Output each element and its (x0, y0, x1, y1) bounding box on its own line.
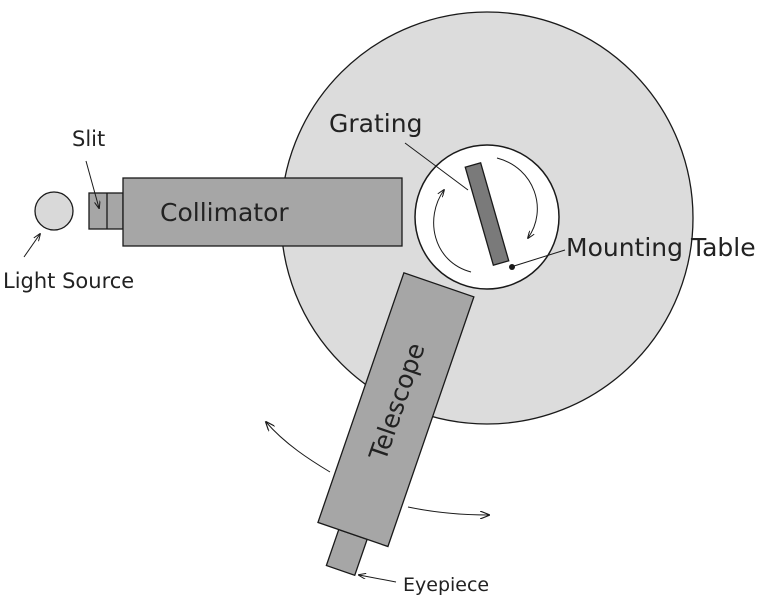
light-source-leader (24, 234, 40, 257)
telescope-swing-arrow-left (266, 422, 330, 472)
light-source (35, 192, 73, 230)
slit (89, 193, 123, 229)
grating-label: Grating (329, 109, 423, 138)
slit-label: Slit (72, 127, 106, 151)
mounting-table-pivot (509, 264, 515, 270)
collimator-label: Collimator (160, 198, 289, 227)
eyepiece-leader (359, 575, 396, 582)
eyepiece-label: Eyepiece (403, 574, 490, 596)
light-source-label: Light Source (3, 269, 135, 293)
mounting-table-label: Mounting Table (566, 233, 756, 262)
telescope-swing-arrow-right (408, 507, 489, 515)
telescope-label: Telescope (363, 339, 431, 465)
